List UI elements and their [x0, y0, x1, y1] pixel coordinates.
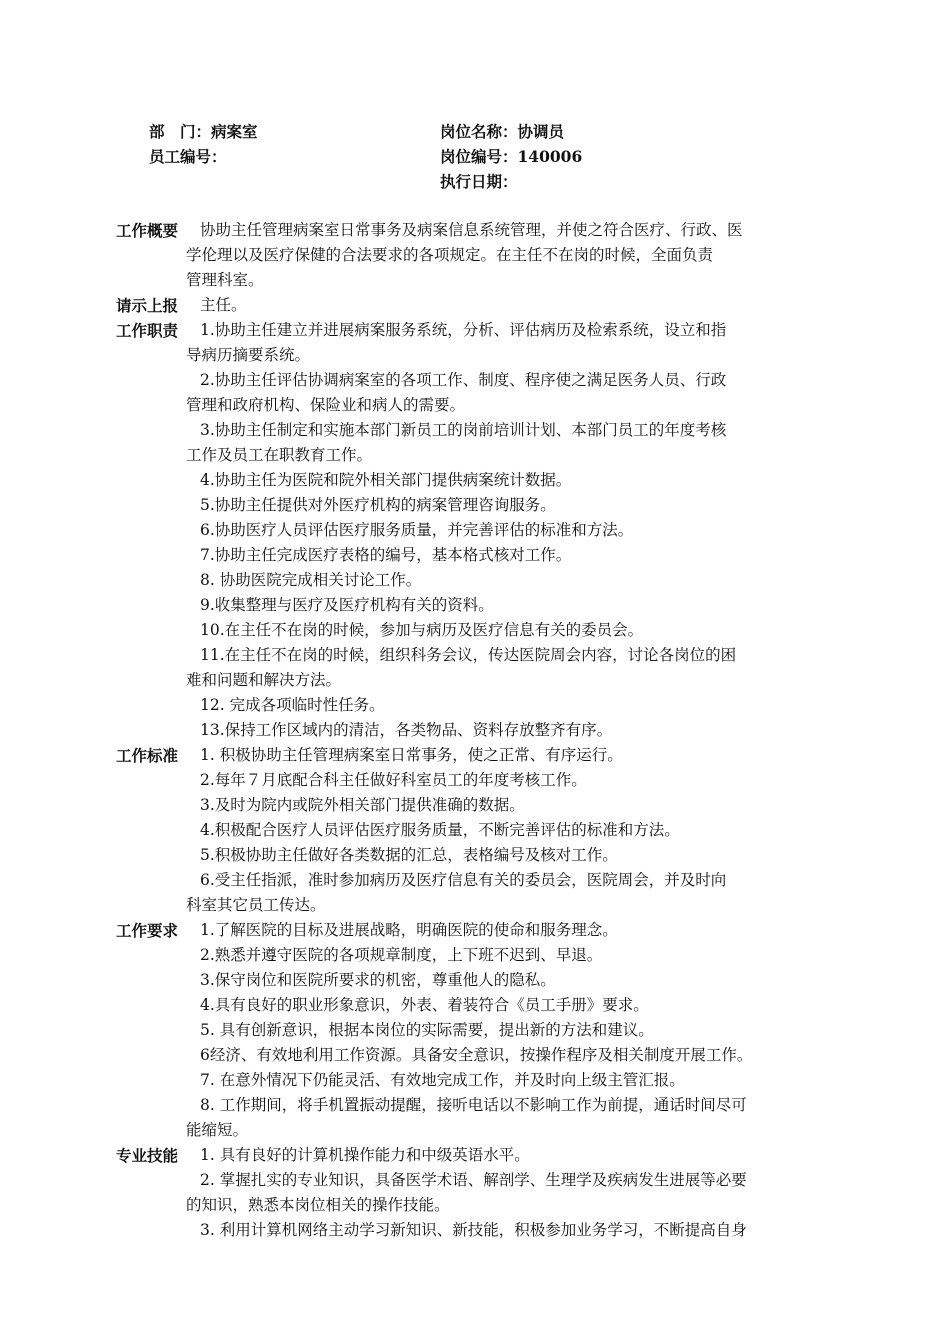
text-line: 9.收集整理与医疗及医疗机构有关的资料。 [200, 596, 494, 614]
text-line: 12. 完成各项临时性任务。 [200, 696, 385, 714]
list-item [186, 218, 816, 293]
list-item [186, 1043, 816, 1068]
list-item [186, 718, 816, 743]
employee-number-label: 员工编号： [149, 147, 227, 166]
text-line: 3.及时为院内或院外相关部门提供准确的数据。 [200, 796, 525, 814]
text-line: 4.积极配合医疗人员评估医疗服务质量，不断完善评估的标准和方法。 [200, 821, 680, 839]
section-body [186, 293, 816, 318]
list-item [186, 793, 816, 818]
text-line: 1.协助主任建立并进展病案服务系统，分析、评估病历及检索系统，设立和指 [200, 321, 727, 339]
position-name-value: 协调员 [517, 122, 565, 141]
text-line: 4.具有良好的职业形象意识，外表、着装符合《员工手册》要求。 [200, 996, 649, 1014]
text-line: 科室其它员工传达。 [186, 896, 326, 914]
text-line: 7. 在意外情况下仍能灵活、有效地完成工作，并及时向上级主管汇报。 [200, 1071, 685, 1089]
section-label: 工作职责 [116, 321, 179, 340]
text-line: 主任。 [200, 296, 247, 314]
text-line: 10.在主任不在岗的时候，参加与病历及医疗信息有关的委员会。 [200, 621, 644, 639]
section-label: 工作要求 [116, 921, 179, 940]
text-line: 1.了解医院的目标及进展战略，明确医院的使命和服务理念。 [200, 921, 618, 939]
text-line: 11.在主任不在岗的时候，组织科务会议，传达医院周会内容，讨论各岗位的困 [200, 646, 737, 664]
list-item [186, 918, 816, 943]
department-value: 病案室 [211, 122, 258, 141]
execution-date-field [440, 170, 518, 194]
text-line: 2. 掌握扎实的专业知识，具备医学术语、解剖学、生理学及疾病发生进展等必要 [200, 1171, 747, 1189]
list-item [186, 643, 816, 693]
section [116, 218, 816, 293]
list-item [186, 743, 816, 768]
list-item [186, 768, 816, 793]
position-number-value: 140006 [517, 147, 583, 166]
section-label: 工作概要 [116, 221, 179, 240]
text-line: 管理科室。 [186, 271, 264, 289]
position-name-field [440, 120, 564, 144]
text-line: 管理和政府机构、保险业和病人的需要。 [186, 396, 466, 414]
position-number-field [440, 145, 582, 169]
text-line: 的知识，熟悉本岗位相关的操作技能。 [186, 1196, 450, 1214]
text-line: 3.保守岗位和医院所要求的机密，尊重他人的隐私。 [200, 971, 556, 989]
section-body [186, 318, 816, 743]
position-number-label: 岗位编号： [440, 147, 518, 166]
list-item [186, 418, 816, 468]
list-item [186, 543, 816, 568]
section-label: 请示上报 [116, 296, 179, 315]
execution-date-label: 执行日期： [440, 172, 518, 191]
section-body [186, 743, 816, 918]
section-body [186, 1143, 816, 1243]
text-line: 5. 具有创新意识，根据本岗位的实际需要，提出新的方法和建议。 [200, 1021, 654, 1039]
section [116, 743, 816, 918]
section-label: 工作标准 [116, 746, 179, 765]
text-line: 5.积极协助主任做好各类数据的汇总，表格编号及核对工作。 [200, 846, 618, 864]
section-label: 专业技能 [116, 1146, 179, 1165]
text-line: 学伦理以及医疗保健的合法要求的各项规定。在主任不在岗的时候，全面负责 [186, 246, 714, 264]
text-line: 3. 利用计算机网络主动学习新知识、新技能，积极参加业务学习，不断提高自身 [200, 1221, 747, 1239]
list-item [186, 1218, 816, 1243]
list-item [186, 318, 816, 368]
text-line: 3.协助主任制定和实施本部门新员工的岗前培训计划、本部门员工的年度考核 [200, 421, 727, 439]
text-line: 5.协助主任提供对外医疗机构的病案管理咨询服务。 [200, 496, 556, 514]
list-item [186, 1068, 816, 1093]
list-item [186, 568, 816, 593]
text-line: 协助主任管理病案室日常事务及病案信息系统管理，并使之符合医疗、行政、医 [200, 221, 743, 239]
list-item [186, 468, 816, 493]
list-item [186, 968, 816, 993]
section [116, 293, 816, 318]
list-item [186, 1168, 816, 1218]
section-body [186, 918, 816, 1143]
list-item [186, 293, 816, 318]
list-item [186, 818, 816, 843]
text-line: 2.每年７月底配合科主任做好科室员工的年度考核工作。 [200, 771, 587, 789]
list-item [186, 1143, 816, 1168]
text-line: 难和问题和解决方法。 [186, 671, 342, 689]
text-line: 8. 工作期间，将手机置振动提醒，接听电话以不影响工作为前提，通话时间尽可 [200, 1096, 747, 1114]
text-line: 2.协助主任评估协调病案室的各项工作、制度、程序使之满足医务人员、行政 [200, 371, 727, 389]
section-body [186, 218, 816, 293]
text-line: 1. 积极协助主任管理病案室日常事务，使之正常、有序运行。 [200, 746, 623, 764]
list-item [186, 368, 816, 418]
text-line: 6.受主任指派，准时参加病历及医疗信息有关的委员会，医院周会，并及时向 [200, 871, 727, 889]
employee-number-field [149, 145, 227, 169]
list-item [186, 1018, 816, 1043]
list-item [186, 843, 816, 868]
text-line: 工作及员工在职教育工作。 [186, 446, 373, 464]
text-line: 13.保持工作区域内的清洁，各类物品、资料存放整齐有序。 [200, 721, 613, 739]
department-field [149, 120, 258, 144]
list-item [186, 518, 816, 543]
list-item [186, 593, 816, 618]
position-name-label: 岗位名称： [440, 122, 518, 141]
department-label: 部 门： [149, 122, 212, 141]
list-item [186, 943, 816, 968]
text-line: 能缩短。 [186, 1121, 249, 1139]
job-description-body [116, 218, 816, 1243]
list-item [186, 993, 816, 1018]
list-item [186, 493, 816, 518]
section [116, 918, 816, 1143]
text-line: 7.协助主任完成医疗表格的编号，基本格式核对工作。 [200, 546, 572, 564]
text-line: 6.协助医疗人员评估医疗服务质量，并完善评估的标准和方法。 [200, 521, 634, 539]
text-line: 6经济、有效地利用工作资源。具备安全意识，按操作程序及相关制度开展工作。 [200, 1046, 753, 1064]
text-line: 导病历摘要系统。 [186, 346, 311, 364]
list-item [186, 693, 816, 718]
list-item [186, 1093, 816, 1143]
text-line: 8. 协助医院完成相关讨论工作。 [200, 571, 422, 589]
text-line: 1. 具有良好的计算机操作能力和中级英语水平。 [200, 1146, 530, 1164]
section [116, 1143, 816, 1243]
section [116, 318, 816, 743]
text-line: 2.熟悉并遵守医院的各项规章制度，上下班不迟到、早退。 [200, 946, 603, 964]
list-item [186, 868, 816, 918]
list-item [186, 618, 816, 643]
text-line: 4.协助主任为医院和院外相关部门提供病案统计数据。 [200, 471, 572, 489]
